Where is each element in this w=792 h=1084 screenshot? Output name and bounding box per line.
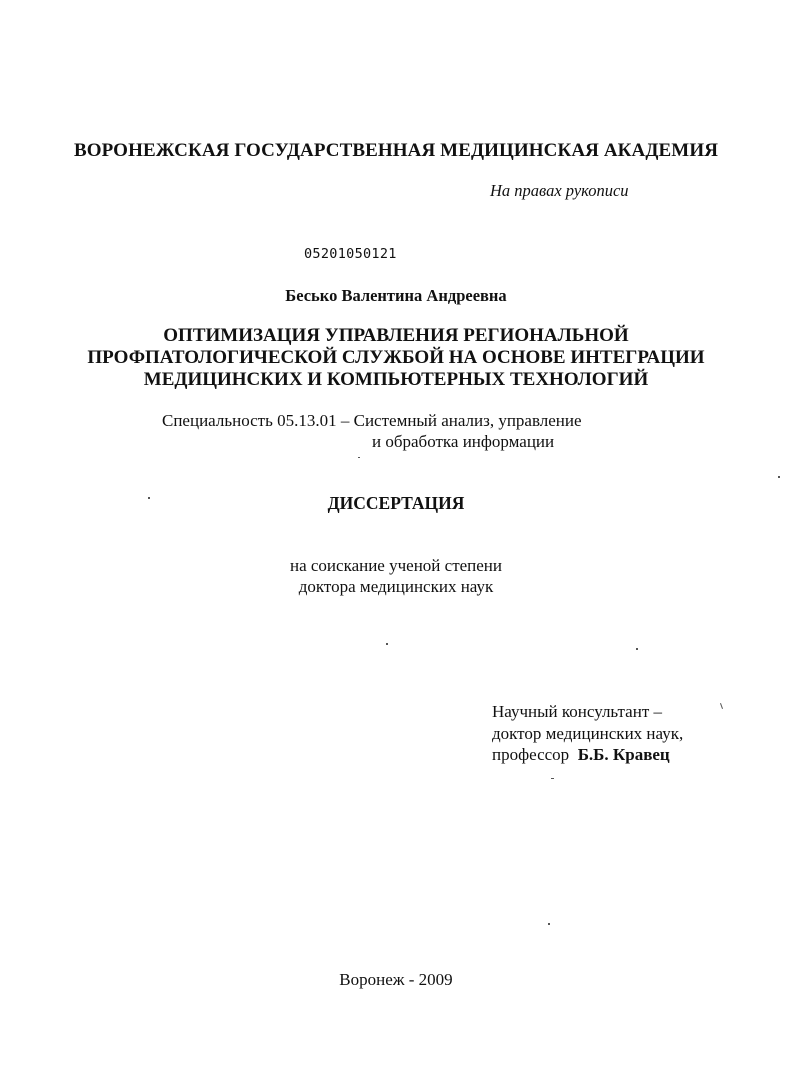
scan-speck	[386, 643, 388, 645]
document-type: ДИССЕРТАЦИЯ	[327, 493, 465, 513]
dissertation-title-line: ПРОФПАТОЛОГИЧЕСКОЙ СЛУЖБОЙ НА ОСНОВЕ ИНТЕГРАЦИИ	[87, 347, 705, 368]
document-number: 05201050121	[304, 246, 397, 262]
degree-line: на соискание ученой степени	[289, 556, 503, 575]
scan-speck	[720, 703, 723, 709]
scan-speck	[636, 648, 638, 650]
author-name: Бесько Валентина Андреевна	[285, 286, 507, 305]
scan-speck	[148, 497, 150, 499]
consultant-line	[492, 746, 670, 763]
specialty-line: Специальность 05.13.01 – Системный анализ, управление	[162, 411, 582, 430]
dissertation-title-line: ОПТИМИЗАЦИЯ УПРАВЛЕНИЯ РЕГИОНАЛЬНОЙ	[163, 325, 629, 346]
dissertation-title-line: МЕДИЦИНСКИХ И КОМПЬЮТЕРНЫХ ТЕХНОЛОГИЙ	[143, 369, 649, 390]
consultant-line: доктор медицинских наук,	[492, 724, 684, 743]
consultant-title: профессор	[492, 745, 570, 764]
consultant-name: Б.Б. Кравец	[577, 745, 670, 764]
scan-speck	[551, 778, 554, 779]
scan-speck	[358, 457, 360, 458]
city-year: Воронеж - 2009	[339, 970, 453, 989]
consultant-line: Научный консультант –	[492, 702, 662, 721]
scan-speck	[548, 923, 550, 925]
scan-speck	[778, 476, 780, 478]
specialty-line: и обработка информации	[372, 432, 555, 451]
manuscript-note: На правах рукописи	[490, 181, 629, 200]
degree-line: доктора медицинских наук	[298, 577, 494, 596]
institution-name: ВОРОНЕЖСКАЯ ГОСУДАРСТВЕННАЯ МЕДИЦИНСКАЯ АКАДЕМИЯ	[73, 140, 719, 161]
